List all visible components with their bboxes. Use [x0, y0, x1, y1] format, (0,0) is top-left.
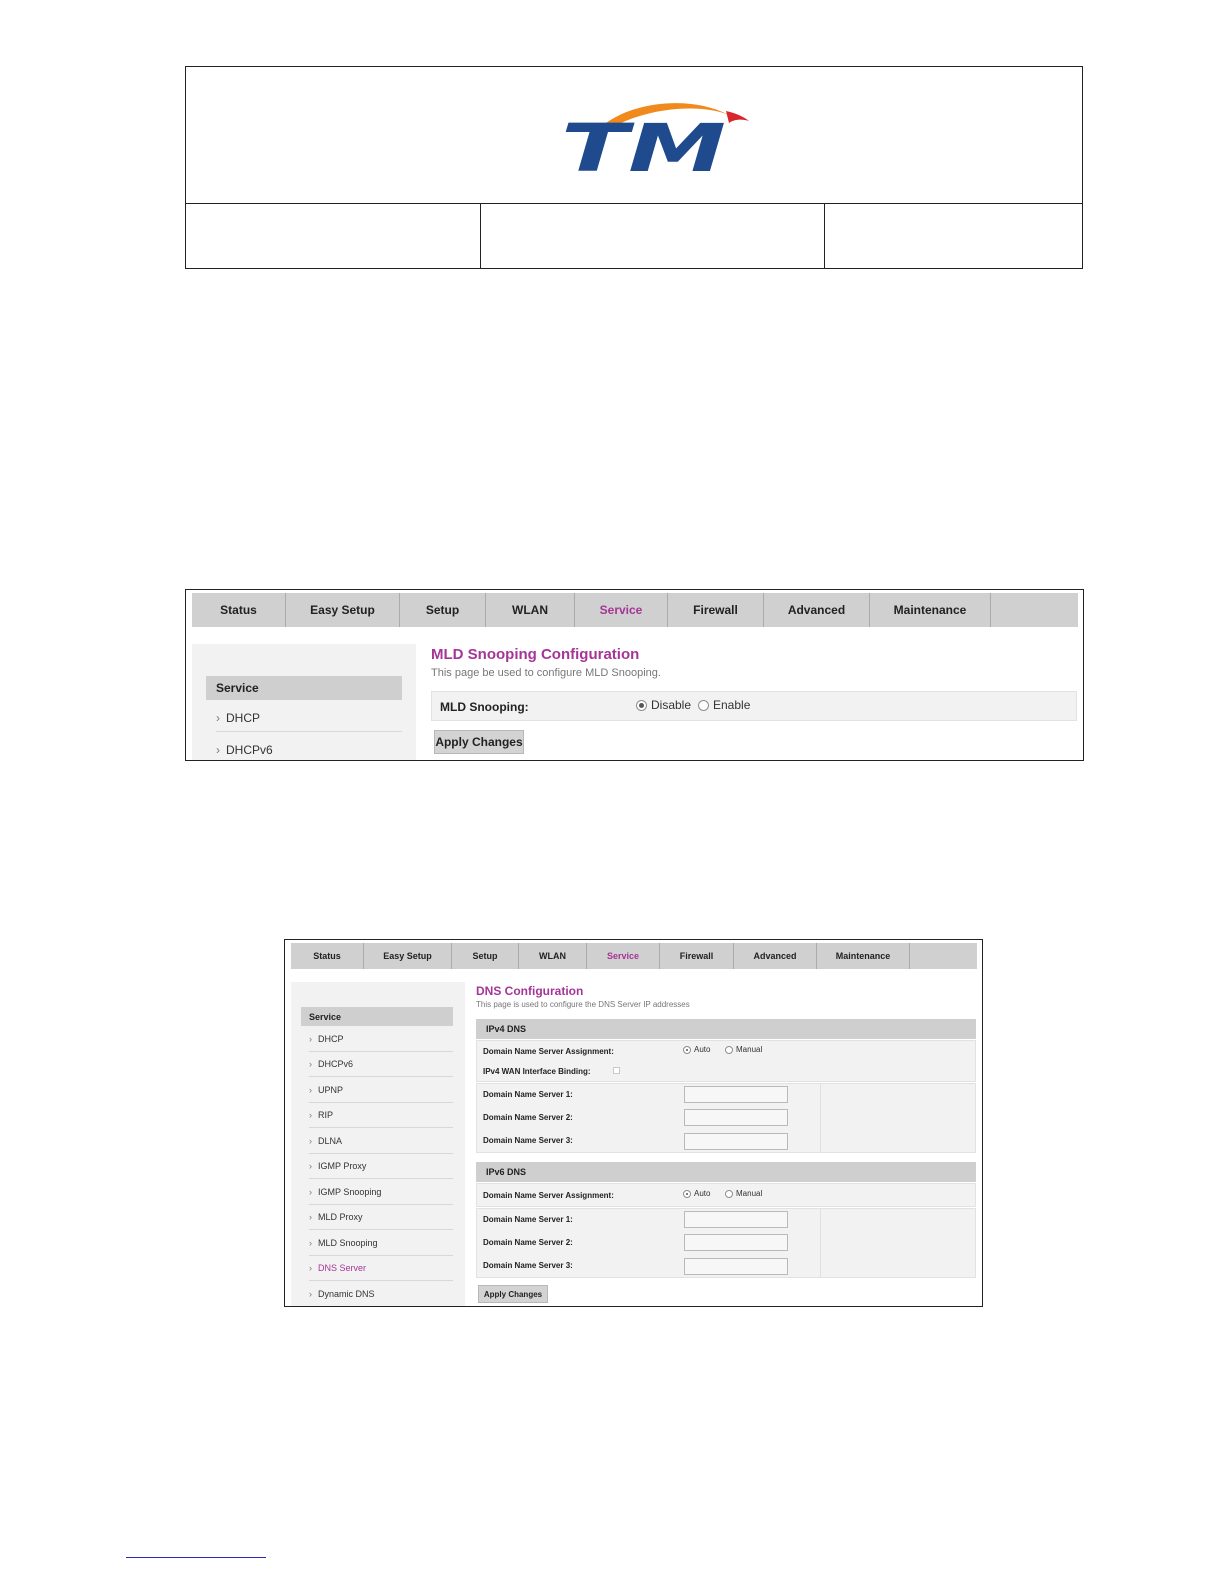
ipv6-assignment-row [476, 1183, 976, 1207]
field-label: Domain Name Server 2: [483, 1113, 573, 1122]
sidebar-item-dhcp[interactable] [309, 1027, 453, 1052]
option-label: Auto [694, 1045, 711, 1054]
divider [820, 1084, 821, 1152]
sidebar-item-dhcpv6[interactable] [309, 1052, 453, 1077]
radio-auto[interactable] [683, 1190, 691, 1198]
chevron-right-icon: › [309, 1034, 312, 1044]
chevron-right-icon: › [309, 1084, 312, 1095]
field-label: IPv4 WAN Interface Binding: [483, 1067, 591, 1076]
field-label: Domain Name Server 1: [483, 1090, 573, 1099]
document-header-table [185, 66, 1083, 269]
footnote-separator [126, 1557, 266, 1558]
tab-firewall[interactable]: Firewall [668, 593, 764, 627]
sidebar-item-label: MLD Snooping [318, 1237, 378, 1248]
page-title: DNS Configuration [476, 984, 584, 998]
binding-checkbox[interactable] [613, 1067, 620, 1074]
top-nav [291, 943, 977, 969]
sidebar-item-label: DHCP [226, 710, 261, 725]
ipv4-servers-block [476, 1083, 976, 1153]
sidebar-item-label: IGMP Snooping [318, 1186, 382, 1197]
field-label: Domain Name Server Assignment: [483, 1191, 614, 1200]
sidebar-title: Service [301, 1007, 453, 1026]
option-label: Manual [736, 1189, 763, 1198]
sidebar-item-label: DHCP [318, 1034, 344, 1044]
chevron-right-icon: › [309, 1237, 312, 1248]
sidebar-item-dns-server[interactable] [309, 1256, 453, 1281]
option-manual[interactable] [725, 1045, 762, 1054]
chevron-right-icon: › [216, 743, 220, 757]
sidebar-item-label: UPNP [318, 1084, 344, 1095]
mld-snooping-screenshot [185, 589, 1084, 761]
sidebar-item-dlna[interactable] [309, 1128, 453, 1154]
svg-text:TM: TM [561, 110, 726, 179]
header-cell [824, 203, 1083, 269]
tab-status[interactable]: Status [192, 593, 286, 627]
chevron-right-icon: › [309, 1263, 312, 1273]
sidebar-item-rip[interactable] [309, 1103, 453, 1128]
chevron-right-icon: › [309, 1135, 312, 1146]
radio-manual[interactable] [725, 1046, 733, 1054]
tab-firewall[interactable]: Firewall [660, 943, 734, 969]
sidebar-title: Service [206, 676, 402, 700]
ipv6-dns-server-2-input[interactable] [684, 1234, 788, 1251]
top-nav [192, 593, 1078, 627]
sidebar [291, 982, 465, 1307]
mld-snooping-row [431, 691, 1077, 721]
option-label: Disable [651, 698, 692, 712]
ipv4-assignment-row [476, 1040, 976, 1082]
sidebar-item-igmp-proxy[interactable] [309, 1154, 453, 1179]
tab-easy-setup[interactable]: Easy Setup [286, 593, 400, 627]
sidebar-item-label: DLNA [318, 1135, 343, 1146]
option-disable[interactable] [636, 698, 691, 712]
ipv6-dns-heading: IPv6 DNS [476, 1162, 976, 1182]
tab-maintenance[interactable]: Maintenance [870, 593, 991, 627]
page-description: This page be used to configure MLD Snooping. [431, 667, 661, 679]
ipv4-dns-server-2-input[interactable] [684, 1109, 788, 1126]
sidebar-item-label: MLD Proxy [318, 1212, 363, 1222]
option-label: Manual [736, 1045, 763, 1054]
ipv6-dns-server-1-input[interactable] [684, 1211, 788, 1228]
apply-changes-button[interactable]: Apply Changes [434, 730, 524, 754]
sidebar-item-dhcp[interactable] [216, 704, 402, 732]
tab-service[interactable]: Service [575, 593, 668, 627]
sidebar-item-igmp-snooping[interactable] [309, 1179, 453, 1205]
tab-status[interactable]: Status [291, 943, 364, 969]
field-label: Domain Name Server 3: [483, 1261, 573, 1270]
page-title: MLD Snooping Configuration [431, 646, 640, 663]
field-label: MLD Snooping: [440, 700, 529, 714]
tab-setup[interactable]: Setup [400, 593, 486, 627]
chevron-right-icon: › [309, 1110, 312, 1120]
sidebar-item-mld-proxy[interactable] [309, 1205, 453, 1230]
field-label: Domain Name Server 2: [483, 1238, 573, 1247]
header-cells-row [186, 203, 1082, 269]
radio-disable[interactable] [636, 700, 647, 711]
sidebar-item-label: Dynamic DNS [318, 1289, 375, 1299]
option-enable[interactable] [698, 698, 750, 712]
sidebar-item-label: DHCPv6 [318, 1059, 354, 1069]
tm-logo [561, 97, 751, 179]
option-auto[interactable] [683, 1045, 710, 1054]
chevron-right-icon: › [309, 1059, 312, 1069]
sidebar-item-label: RIP [318, 1110, 334, 1120]
chevron-right-icon: › [309, 1289, 312, 1299]
option-label: Auto [694, 1189, 711, 1198]
tab-setup[interactable]: Setup [452, 943, 519, 969]
tab-advanced[interactable]: Advanced [734, 943, 817, 969]
chevron-right-icon: › [216, 710, 220, 725]
sidebar-item-dynamic-dns[interactable] [309, 1281, 453, 1307]
sidebar-item-label: IGMP Proxy [318, 1161, 367, 1171]
ipv6-dns-server-3-input[interactable] [684, 1258, 788, 1275]
ipv4-dns-server-1-input[interactable] [684, 1086, 788, 1103]
apply-changes-button[interactable]: Apply Changes [478, 1285, 548, 1303]
ipv4-dns-server-3-input[interactable] [684, 1133, 788, 1150]
chevron-right-icon: › [309, 1186, 312, 1197]
radio-manual[interactable] [725, 1190, 733, 1198]
field-label: Domain Name Server Assignment: [483, 1047, 614, 1056]
tab-maintenance[interactable]: Maintenance [817, 943, 910, 969]
field-label: Domain Name Server 3: [483, 1136, 573, 1145]
radio-auto[interactable] [683, 1046, 691, 1054]
tab-service[interactable]: Service [587, 943, 660, 969]
sidebar-item-upnp[interactable] [309, 1077, 453, 1103]
dns-config-screenshot [284, 939, 983, 1307]
sidebar-item-label: DNS Server [318, 1263, 367, 1273]
ipv4-dns-heading: IPv4 DNS [476, 1019, 976, 1039]
divider [820, 1209, 821, 1277]
header-cell [480, 203, 825, 269]
sidebar-item-label: DHCPv6 [226, 743, 273, 757]
chevron-right-icon: › [309, 1161, 312, 1171]
option-auto[interactable] [683, 1189, 710, 1198]
field-label: Domain Name Server 1: [483, 1215, 573, 1224]
sidebar [192, 644, 416, 761]
option-manual[interactable] [725, 1189, 762, 1198]
radio-enable[interactable] [698, 700, 709, 711]
sidebar-item-mld-snooping[interactable] [309, 1230, 453, 1256]
header-cell [186, 203, 481, 269]
option-label: Enable [713, 698, 751, 712]
ipv6-servers-block [476, 1208, 976, 1278]
sidebar-item-dhcpv6[interactable] [216, 736, 402, 761]
chevron-right-icon: › [309, 1212, 312, 1222]
page-description: This page is used to configure the DNS Server IP addresses [476, 1000, 690, 1009]
tab-wlan[interactable]: WLAN [486, 593, 575, 627]
tab-advanced[interactable]: Advanced [764, 593, 870, 627]
tab-easy-setup[interactable]: Easy Setup [364, 943, 452, 969]
logo-row [186, 67, 1082, 204]
tab-wlan[interactable]: WLAN [519, 943, 587, 969]
